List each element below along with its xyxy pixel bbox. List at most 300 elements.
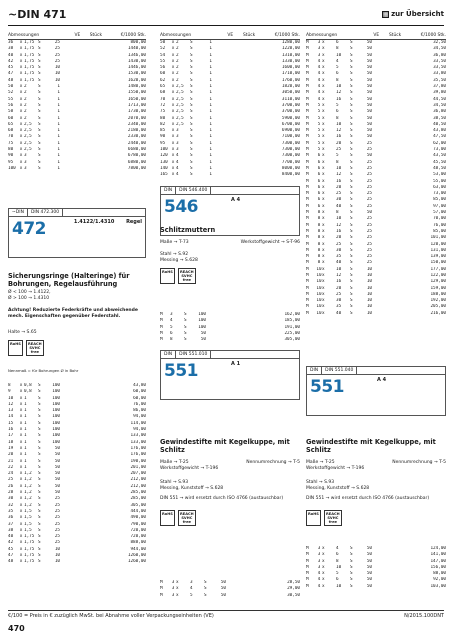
table-cell: 2: [24, 102, 27, 108]
table-cell: S: [350, 140, 353, 146]
table-cell: 1: [24, 414, 27, 420]
table-cell: 85: [160, 128, 166, 134]
table-cell: 19: [8, 445, 14, 451]
product-box-546: DIN DIN 546.400 546 A 4: [160, 186, 300, 236]
table-cell: 1820,00: [281, 84, 300, 90]
table-cell: 6: [317, 203, 321, 209]
table-cell: 33,80: [433, 71, 446, 77]
table-cell: 2: [176, 58, 179, 64]
table-cell: 2180,00: [127, 128, 146, 134]
table-cell: 60: [8, 115, 14, 121]
table-cell: 1,2: [24, 477, 32, 483]
table-cell: S: [190, 58, 193, 64]
table-cell: S: [38, 71, 41, 77]
table-cell: x: [19, 153, 23, 159]
table-cell: 65: [8, 121, 14, 127]
table-cell: 3700,00: [281, 102, 300, 108]
table-cell: 50: [366, 90, 372, 96]
table-body: [306, 40, 446, 317]
table-cell: 133,00: [130, 433, 146, 439]
table-cell: 3050,00: [281, 90, 300, 96]
table-cell: 20: [336, 285, 342, 291]
table-cell: 30: [8, 496, 14, 502]
table-cell: 120: [160, 153, 168, 159]
table-cell: 30: [336, 197, 342, 203]
table-cell: x: [171, 121, 175, 127]
table-cell: x: [19, 71, 23, 77]
table-cell: 50: [366, 210, 372, 216]
table-cell: 2,5: [176, 84, 184, 90]
product-title-472: Sicherungsringe (Halteringe) für Bohrungen, Regelausführung: [8, 272, 130, 288]
column-3: [306, 32, 446, 317]
table-cell: 490,00: [130, 515, 146, 521]
table-cell: 63,00: [433, 184, 446, 190]
table-cell: S: [38, 65, 41, 71]
table-cell: M: [306, 71, 309, 77]
table-cell: 12: [336, 222, 342, 228]
table-cell: x: [19, 147, 23, 153]
table-cell: 25: [336, 147, 342, 153]
table-cell: x: [322, 71, 325, 77]
table-cell: x: [19, 401, 23, 407]
table-cell: 10: [336, 564, 342, 570]
table-cell: 30: [336, 298, 342, 304]
table-cell: M: [306, 546, 309, 551]
table-cell: 212,00: [130, 483, 146, 489]
table-cell: 1,5: [24, 515, 32, 521]
table-cell: 4: [317, 77, 321, 83]
table-cell: 21: [8, 458, 14, 464]
table-cell: S: [350, 222, 353, 228]
table-cell: S: [350, 197, 353, 203]
table-cell: 100: [198, 312, 206, 317]
overview-link[interactable]: ▦ zur Übersicht: [382, 10, 444, 18]
table-cell: S: [350, 102, 353, 108]
page-title: ~DIN 471: [8, 8, 67, 21]
table-cell: M: [160, 337, 163, 343]
table-cell: x: [19, 433, 23, 439]
table-cell: 17: [8, 433, 14, 439]
table-cell: 90: [8, 153, 14, 159]
table-cell: M: [306, 228, 309, 234]
table-cell: 133,00: [130, 439, 146, 445]
table-cell: 2,5: [176, 109, 184, 115]
table-cell: 14: [8, 414, 14, 420]
table-cell: 1: [209, 77, 212, 83]
table-cell: S: [350, 147, 353, 153]
table-cell: 50: [54, 464, 60, 470]
table-cell: 129,00: [430, 279, 446, 285]
table-cell: S: [350, 203, 353, 209]
table-cell: S: [38, 553, 41, 559]
table-cell: 720,00: [130, 534, 146, 540]
table-cell: 35: [336, 304, 342, 310]
table-cell: S: [350, 272, 353, 278]
halte-link[interactable]: Halte → S.65: [8, 330, 37, 335]
table-body: [160, 580, 300, 599]
table-cell: 1,75: [24, 546, 35, 552]
table-cell: x: [171, 147, 175, 153]
product-box-551-a4: DIN DIN 551.040 551 A 4: [306, 366, 446, 416]
table-cell: 1: [57, 128, 60, 134]
table-cell: S: [190, 102, 193, 108]
table-cell: 1,75: [24, 77, 35, 83]
table-cell: S: [38, 464, 41, 470]
table-cell: x: [19, 115, 23, 121]
table-cell: 1620,00: [127, 77, 146, 83]
table-cell: x: [322, 159, 325, 165]
page-header: [8, 8, 444, 26]
product-box-551: DIN DIN 551.010 551 A 1: [160, 350, 300, 400]
table-cell: 50: [366, 121, 372, 127]
table-cell: 1,75: [24, 58, 35, 64]
material-links: Stahl → S.93 Messing, Kunststoff → S.628: [306, 480, 370, 491]
table-cell: 6: [317, 165, 321, 171]
table-cell: 60,00: [133, 395, 146, 401]
table-cell: 10: [366, 298, 372, 304]
table-cell: S: [350, 210, 353, 216]
table-cell: x: [19, 477, 23, 483]
table-cell: 68: [8, 128, 14, 134]
table-cell: x: [322, 210, 325, 216]
table-cell: 205,00: [430, 304, 446, 310]
table-cell: 190,00: [130, 458, 146, 464]
table-cell: S: [350, 46, 353, 52]
table-cell: M: [160, 318, 163, 324]
reach-badge: REACH SVHC free: [324, 510, 342, 526]
table-cell: 26: [8, 483, 14, 489]
table-cell: 3: [190, 580, 193, 585]
table-cell: 1: [209, 90, 212, 96]
table-cell: S: [190, 84, 193, 90]
table-cell: x: [322, 583, 325, 589]
table-cell: x: [19, 464, 23, 470]
table-cell: 1: [209, 172, 212, 178]
table-cell: 444,00: [130, 508, 146, 514]
table-cell: 8: [317, 241, 321, 247]
table-cell: 50: [220, 586, 226, 592]
table-cell: 70,00: [433, 216, 446, 222]
table-cell: x: [322, 178, 325, 184]
compliance-badges: [160, 510, 196, 526]
table-cell: 2,5: [24, 128, 32, 134]
table-cell: x: [171, 159, 175, 165]
table-cell: 2: [176, 65, 179, 71]
table-cell: 57,00: [433, 210, 446, 216]
table-cell: 3: [176, 140, 179, 146]
table-cell: 73,00: [433, 191, 446, 197]
table-cell: 285,00: [130, 496, 146, 502]
table-cell: S: [38, 90, 41, 96]
table-cell: 4: [317, 96, 321, 102]
table-cell: x: [322, 52, 325, 58]
table-cell: 100: [52, 427, 60, 433]
table-cell: x: [322, 266, 325, 272]
table-cell: 38: [8, 527, 14, 533]
table-cell: 177,00: [430, 266, 446, 272]
table-cell: 2,5: [176, 96, 184, 102]
table-cell: 1: [24, 427, 27, 433]
table-cell: M: [306, 40, 309, 45]
table-cell: M: [306, 153, 309, 159]
table-cell: 1: [24, 445, 27, 451]
table-cell: M: [306, 254, 309, 260]
table-cell: 25: [366, 222, 372, 228]
table-cell: 48,50: [433, 165, 446, 171]
table-cell: 6880,00: [127, 159, 146, 165]
table-cell: 1: [24, 395, 27, 401]
table-cell: 16: [336, 178, 342, 184]
table-cell: 1: [24, 420, 27, 426]
table-cell: 1: [57, 115, 60, 121]
table-cell: 28,50: [287, 580, 300, 585]
table-cell: x: [19, 490, 23, 496]
table-cell: 30,50: [287, 592, 300, 598]
table-cell: x: [322, 310, 325, 316]
table-cell: 40: [336, 310, 342, 316]
table-cell: 50: [366, 583, 372, 589]
table-cell: x: [322, 115, 325, 121]
table-cell: 103,00: [430, 583, 446, 589]
table-cell: 4: [176, 159, 179, 165]
table-cell: 12: [336, 172, 342, 178]
table-cell: M: [306, 184, 309, 190]
table-cell: 1,75: [24, 534, 35, 540]
table-cell: 1: [57, 96, 60, 102]
table-cell: x: [19, 445, 23, 451]
table-cell: 1: [24, 458, 27, 464]
table-cell: S: [184, 312, 187, 317]
table-cell: 33,50: [433, 65, 446, 71]
table-cell: 8: [317, 235, 321, 241]
table-cell: 7300,00: [281, 147, 300, 153]
table-cell: S: [204, 586, 207, 592]
table-cell: M: [160, 330, 163, 336]
table-cell: 25: [54, 521, 60, 527]
table-cell: x: [19, 540, 23, 546]
table-cell: 1260,00: [127, 559, 146, 565]
table-cell: 53,00: [433, 172, 446, 178]
product-title-551-a4: Gewindestifte mit Kegelkuppe, mit Schlitz: [306, 438, 436, 454]
table-cell: x: [322, 109, 325, 115]
table-cell: 10: [366, 285, 372, 291]
table-cell: 1: [57, 84, 60, 90]
table-cell: S: [190, 172, 193, 178]
table-cell: 4: [317, 71, 321, 77]
table-cell: S: [350, 128, 353, 134]
table-cell: 86,00: [133, 408, 146, 414]
table-cell: S: [350, 165, 353, 171]
table-cell: 50: [366, 134, 372, 140]
table-cell: x: [322, 96, 325, 102]
table-cell: 3: [317, 40, 321, 45]
table-cell: S: [38, 490, 41, 496]
table-cell: 40: [8, 534, 14, 540]
table-cell: M: [306, 147, 309, 153]
table-cell: x: [322, 272, 325, 278]
table-cell: 2: [24, 96, 27, 102]
warning-text: Achtung! Reduzierte Federkräfte und abweichende mech. Eigenschaften gegenüber Federstahl.: [8, 308, 138, 319]
table-cell: 159,00: [430, 285, 446, 291]
table-cell: 10: [54, 65, 60, 71]
table-cell: 37: [8, 521, 14, 527]
table-body: [8, 40, 146, 172]
table-cell: x: [322, 222, 325, 228]
table-cell: x: [171, 90, 175, 96]
table-cell: x: [19, 527, 23, 533]
table-cell: 2330,00: [127, 134, 146, 140]
table-cell: 13: [8, 408, 14, 414]
table-cell: 50: [366, 71, 372, 77]
table-cell: 50: [366, 577, 372, 583]
table-cell: 10: [316, 279, 322, 285]
table-cell: 305,00: [130, 502, 146, 508]
table-cell: S: [350, 71, 353, 77]
table-cell: 20: [336, 184, 342, 190]
table-cell: 3: [171, 580, 175, 585]
table-cell: S: [38, 395, 41, 401]
table-cell: S: [350, 134, 353, 140]
table-cell: S: [350, 90, 353, 96]
table-cell: S: [38, 121, 41, 127]
table-cell: 5: [317, 140, 321, 146]
table-row: [306, 311, 446, 317]
table-cell: x: [171, 134, 175, 140]
table-cell: M: [306, 235, 309, 241]
table-cell: 8: [336, 46, 339, 52]
table-cell: 1: [209, 52, 212, 58]
table-cell: 50: [200, 330, 206, 336]
replacement-note: DIN 551 → wird ersetzt durch ISO 4766 (austauschbar): [306, 496, 430, 501]
table-cell: S: [38, 77, 41, 83]
table-cell: x: [176, 586, 179, 592]
table-cell: M: [306, 558, 309, 564]
table-cell: S: [350, 96, 353, 102]
table-cell: S: [38, 508, 41, 514]
table-cell: 10: [316, 266, 322, 272]
table-cell: 50: [220, 580, 226, 585]
table-cell: S: [38, 140, 41, 146]
table-cell: x: [322, 77, 325, 83]
table-cell: 25: [54, 534, 60, 540]
table-cell: x: [19, 452, 23, 458]
table-cell: x: [322, 285, 325, 291]
table-cell: 1,5: [24, 527, 32, 533]
table-cell: M: [306, 272, 309, 278]
table-cell: 62: [160, 77, 166, 83]
table-cell: M: [306, 279, 309, 285]
table-cell: x: [19, 389, 23, 395]
table-cell: x: [322, 241, 325, 247]
table-cell: 50: [366, 102, 372, 108]
table-cell: 43,80: [133, 383, 146, 388]
table-cell: 85,00: [433, 197, 446, 203]
table-cell: 38,50: [433, 115, 446, 121]
table-cell: 8: [317, 222, 321, 228]
table-cell: 10: [54, 77, 60, 83]
table-cell: 8: [317, 254, 321, 260]
table-cell: 50: [366, 571, 372, 577]
table-cell: 8: [170, 337, 173, 343]
table-cell: M: [306, 172, 309, 178]
product-number: 551: [310, 377, 344, 397]
table-cell: 1260,00: [127, 553, 146, 559]
table-cell: S: [190, 165, 193, 171]
table-cell: 1600,00: [281, 65, 300, 71]
table-cell: S: [190, 65, 193, 71]
footer-note: €/100 = Preis in € zuzüglich MwSt. bei Abnahme voller Verpackungseinheiten (VE): [8, 613, 214, 619]
table-header: Abmessungen VE Stück €/1000 Stk.: [160, 33, 300, 38]
table-cell: 192,00: [430, 298, 446, 304]
table-cell: x: [322, 558, 325, 564]
table-cell: 82: [160, 121, 166, 127]
table-row: [8, 559, 146, 565]
table-cell: x: [19, 502, 23, 508]
table-cell: S: [38, 134, 41, 140]
table-cell: 1,2: [24, 490, 32, 496]
table-cell: x: [322, 184, 325, 190]
table-cell: 1280,00: [281, 40, 300, 45]
table-cell: 2,5: [24, 140, 32, 146]
table-cell: 48: [8, 559, 14, 565]
table-cell: x: [322, 552, 325, 558]
table-cell: 1,75: [24, 553, 35, 559]
table-cell: x: [171, 109, 175, 115]
table-cell: M: [306, 197, 309, 203]
table-cell: S: [190, 46, 193, 52]
table-cell: 101,00: [430, 235, 446, 241]
table-cell: 1: [209, 71, 212, 77]
table-cell: S: [190, 96, 193, 102]
table-cell: 1,75: [24, 46, 35, 52]
table-cell: x: [322, 46, 325, 52]
table-cell: 28: [8, 490, 14, 496]
page-number: 470: [8, 624, 25, 633]
table-cell: S: [184, 324, 187, 330]
table-cell: S: [38, 445, 41, 451]
table-cell: 50: [54, 471, 60, 477]
table-cell: S: [350, 115, 353, 121]
table-cell: S: [350, 178, 353, 184]
reach-badge: REACH SVHC free: [178, 510, 196, 526]
table-cell: S: [190, 128, 193, 134]
table-cell: 32,50: [433, 40, 446, 45]
table-cell: 65: [160, 84, 166, 90]
table-cell: 5900,00: [281, 115, 300, 121]
table-cell: 75: [8, 140, 14, 146]
table-cell: S: [350, 571, 353, 577]
replacement-note: DIN 551 → wird ersetzt durch ISO 4766 (austauschbar): [160, 496, 284, 501]
table-cell: 1,75: [24, 559, 35, 565]
table-cell: M: [306, 52, 309, 58]
table-cell: x: [19, 534, 23, 540]
table-cell: 25: [366, 235, 372, 241]
table-cell: 39,80: [433, 90, 446, 96]
table-cell: 2,5: [176, 121, 184, 127]
table-cell: M: [306, 140, 309, 146]
table-cell: 2340,00: [127, 121, 146, 127]
table-cell: S: [38, 84, 41, 90]
rohs-badge: RoHS: [306, 510, 321, 526]
table-cell: 6: [317, 153, 321, 159]
table-cell: 3: [317, 564, 321, 570]
material-notes: Ø < 100 → 1.4122, Ø > 100 → 1.4310: [8, 290, 51, 301]
table-cell: 60: [160, 71, 166, 77]
table-cell: x: [176, 580, 179, 585]
table-cell: 1,2: [24, 502, 32, 508]
table-cell: 1,5: [24, 508, 32, 514]
table-cell: 1: [57, 159, 60, 165]
